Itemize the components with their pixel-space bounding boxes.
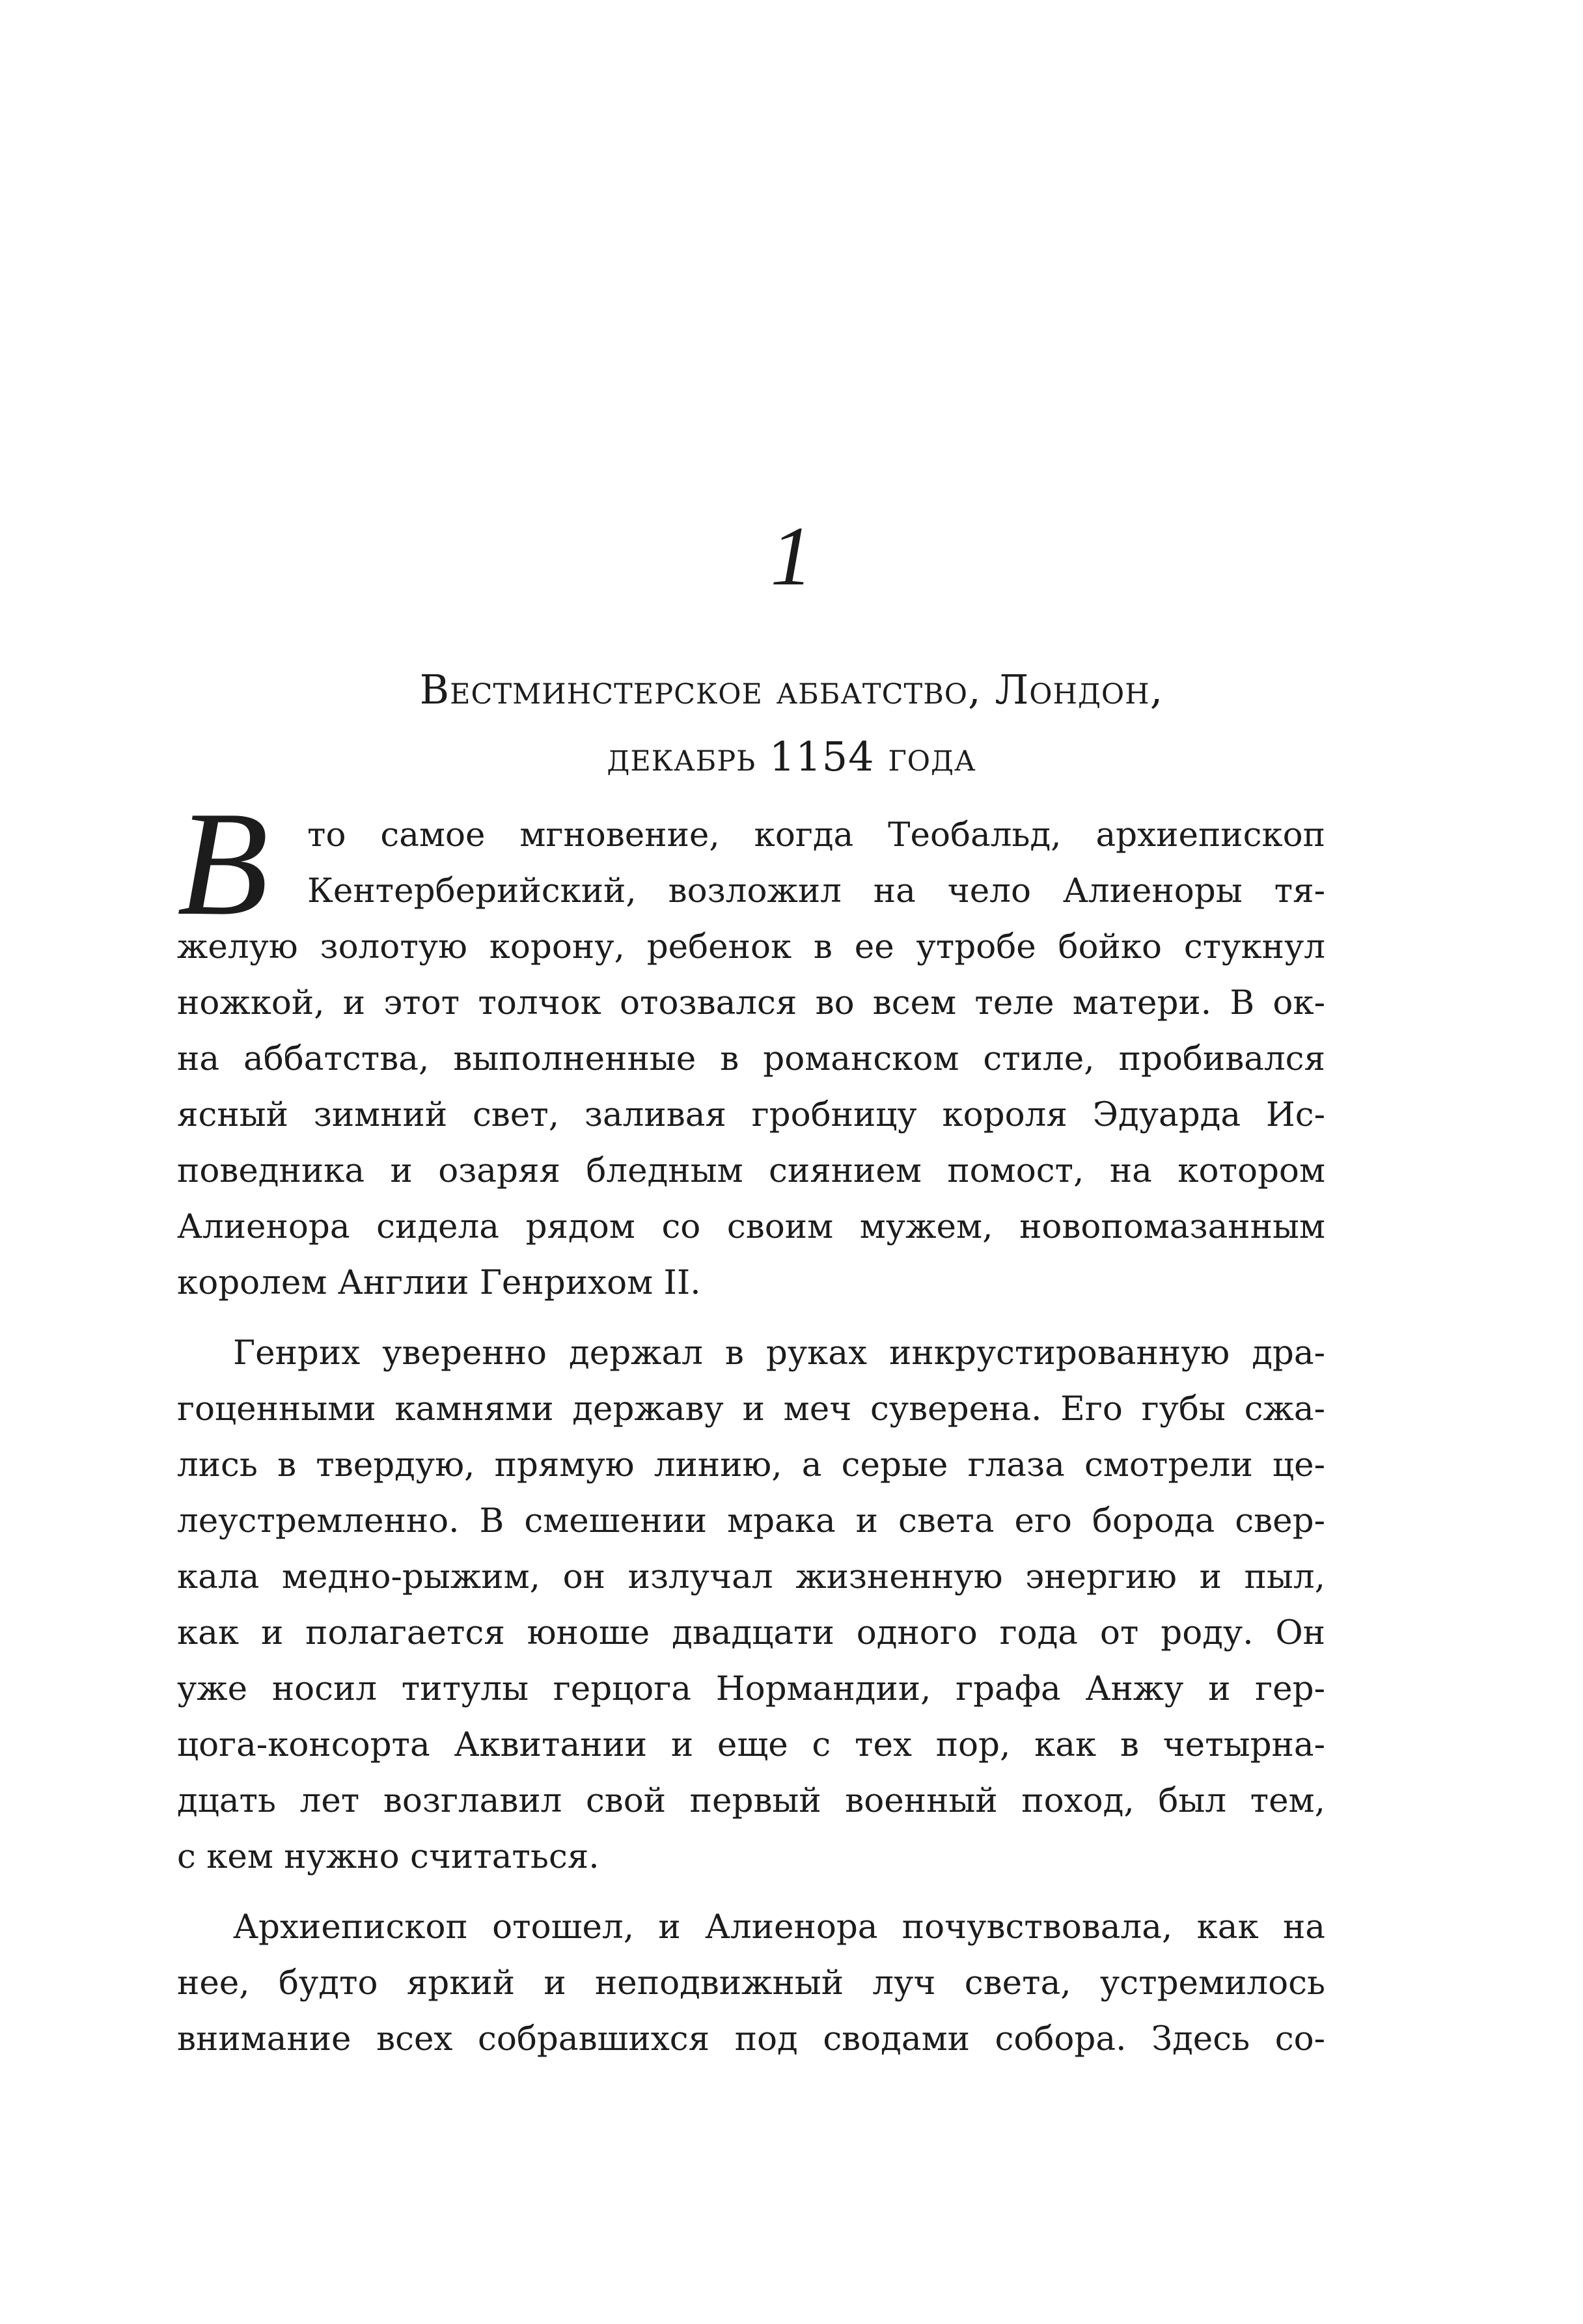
text-line: на аббатства, выполненные в романском стиле, пробивался <box>177 1039 1325 1078</box>
paragraph-gap <box>177 1311 1325 1325</box>
text-line: как и полагается юноше двадцати одного года от роду. Он <box>177 1613 1325 1652</box>
chapter-heading-line: декабрь 1154 года <box>607 733 976 780</box>
chapter-heading <box>0 656 1583 790</box>
chapter-number: 1 <box>770 510 813 603</box>
text-line: гоценными камнями державу и меч суверена. Его губы сжа- <box>177 1389 1325 1429</box>
text-line: с кем нужно считаться. <box>177 1837 599 1876</box>
text-line: нее, будто яркий и неподвижный луч света, устремилось <box>177 1963 1325 2003</box>
chapter-heading-line: Вестминстерское аббатство, Лондон, <box>419 666 1164 713</box>
text-line: цога-консорта Аквитании и еще с тех пор, как в четырна- <box>177 1725 1325 1764</box>
text-line: Алиенора сидела рядом со своим мужем, новопомазанным <box>177 1207 1325 1246</box>
text-line: лись в твердую, прямую линию, а серые глаза смотрели це- <box>177 1445 1325 1484</box>
text-line: внимание всех собравшихся под сводами собора. Здесь со- <box>177 2019 1325 2058</box>
text-line: кала медно-рыжим, он излучал жизненную энергию и пыл, <box>177 1557 1325 1596</box>
drop-cap: В <box>177 780 269 946</box>
text-line: Архиепископ отошел, и Алиенора почувствовала, как на <box>233 1907 1325 1947</box>
text-line: Кентерберийский, возложил на чело Алиеноры тя- <box>307 871 1325 910</box>
paragraph-gap <box>177 1885 1325 1899</box>
text-line: королем Англии Генрихом II. <box>177 1263 701 1302</box>
text-line: уже носил титулы герцога Нормандии, графа Анжу и гер- <box>177 1669 1325 1708</box>
text-line: Генрих уверенно держал в руках инкрустированную дра- <box>233 1333 1325 1373</box>
paragraph <box>177 1325 1325 1885</box>
text-line: то самое мгновение, когда Теобальд, архиепископ <box>307 815 1325 854</box>
text-line: дцать лет возглавил свой первый военный поход, был тем, <box>177 1781 1325 1820</box>
text-line: леустремленно. В смешении мрака и света его борода свер- <box>177 1501 1325 1540</box>
text-line: ясный зимний свет, заливая гробницу короля Эдуарда Ис- <box>177 1095 1325 1134</box>
paragraph <box>177 780 1325 1311</box>
text-line: ножкой, и этот толчок отозвался во всем теле матери. В ок- <box>177 983 1325 1022</box>
text-line: поведника и озаряя бледным сиянием помост, на котором <box>177 1151 1325 1190</box>
body-text <box>177 780 1325 2067</box>
text-line: желую золотую корону, ребенок в ее утробе бойко стукнул <box>177 927 1325 966</box>
paragraph <box>177 1899 1325 2067</box>
